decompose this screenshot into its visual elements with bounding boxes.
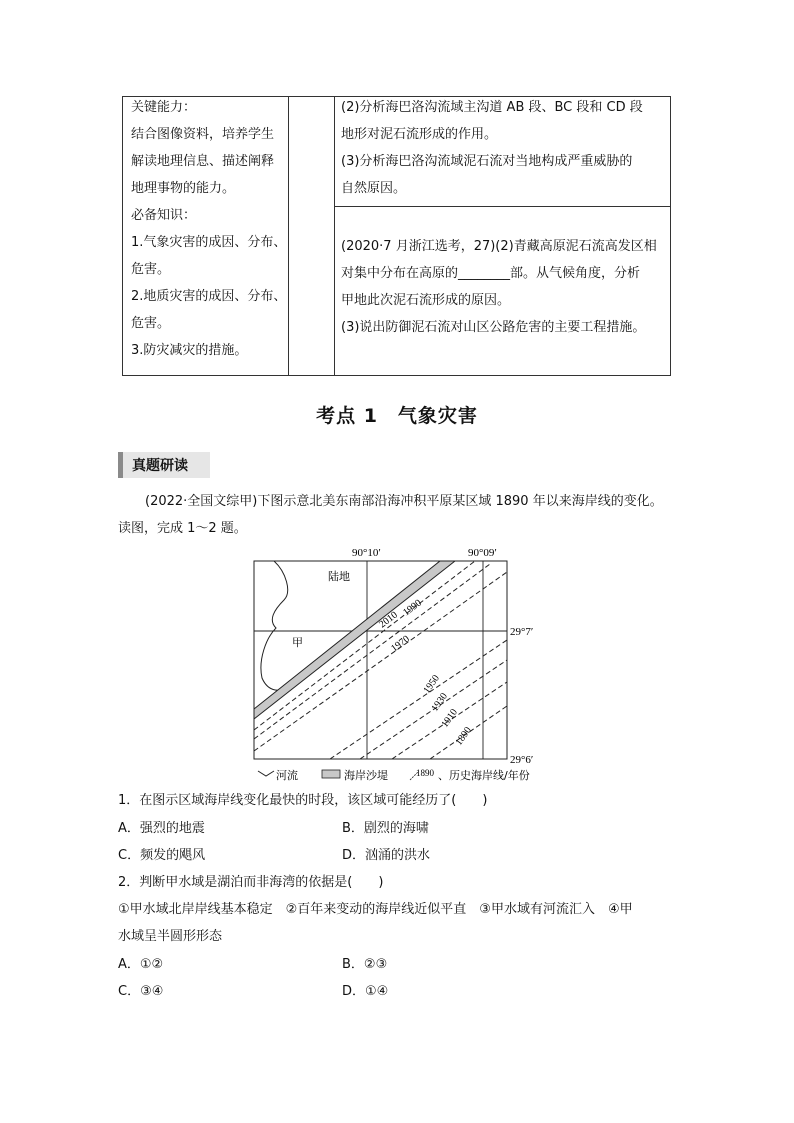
section-badge <box>118 452 210 478</box>
coastline-1970 <box>254 572 507 751</box>
question-1-stem: 1．在图示区域海岸线变化最快的时段，该区域可能经历了( ) <box>118 793 488 808</box>
cell-line: (3)分析海巴洛沟流域泥石流对当地构成严重威胁的 <box>341 154 633 169</box>
land-label: 陆地 <box>328 570 350 583</box>
year-label: 1910 <box>439 707 460 730</box>
legend-river: 河流 <box>276 769 298 782</box>
dike-swatch <box>322 770 340 778</box>
q1-option-a: A．强烈的地震 <box>118 821 205 836</box>
legend-year-sample: 1890 <box>416 768 434 778</box>
empty-cell <box>289 97 335 375</box>
objective-table <box>122 96 671 376</box>
q1-option-d: D．汹涌的洪水 <box>342 848 431 863</box>
river-icon <box>258 771 274 776</box>
badge-bar <box>118 452 123 478</box>
legend-coastline: 、历史海岸线/年份 <box>438 769 530 782</box>
cell-line: 自然原因。 <box>341 181 407 196</box>
exam-questions-cell <box>335 97 670 375</box>
cell-line: (3)说出防御泥石流对山区公路危害的主要工程措施。 <box>341 320 646 335</box>
cell-line: 对集中分布在高原的________部。从气候角度，分析 <box>341 266 641 281</box>
lon-label: 90°09′ <box>468 547 497 559</box>
cell-line: 必备知识： <box>131 208 197 223</box>
cell-line: 2.地质灾害的成因、分布、 <box>131 289 287 304</box>
year-label: 1930 <box>429 691 450 714</box>
cell-line: 关键能力： <box>131 100 197 115</box>
cell-line: 地形对泥石流形成的作用。 <box>341 127 498 142</box>
section-heading: 考点 1 气象灾害 <box>316 405 478 427</box>
intro-line: 读图，完成 1～2 题。 <box>118 521 247 536</box>
cell-line: 危害。 <box>131 316 171 331</box>
q2-option-a: A．①② <box>118 957 164 972</box>
ability-knowledge-cell <box>123 97 289 375</box>
cell-line: 结合图像资料，培养学生 <box>131 127 275 142</box>
year-label: 1890 <box>453 725 474 748</box>
cell-line: 地理事物的能力。 <box>131 181 236 196</box>
q2-statements: 水域呈半圆形形态 <box>118 929 223 944</box>
cell-line: 1.气象灾害的成因、分布、 <box>131 235 287 250</box>
cell-line: (2020·7 月浙江选考，27)(2)青藏高原泥石流高发区相 <box>341 239 657 254</box>
year-label: 1950 <box>421 673 442 696</box>
lat-label: 29°6′ <box>510 754 534 766</box>
lake-outline <box>261 561 440 690</box>
q2-statements: ①甲水域北岸岸线基本稳定 ②百年来变动的海岸线近似平直 ③甲水域有河流汇入 ④甲 <box>118 902 633 917</box>
legend-dike: 海岸沙堤 <box>344 769 388 782</box>
cell-line: (2)分析海巴洛沟流域主沟道 AB 段、BC 段和 CD 段 <box>341 100 643 115</box>
q2-option-d: D．①④ <box>342 984 389 999</box>
lon-label: 90°10′ <box>352 547 381 559</box>
q1-option-c: C．频发的飓风 <box>118 848 206 863</box>
lat-label: 29°7′ <box>510 626 534 638</box>
q2-option-c: C．③④ <box>118 984 164 999</box>
cell-line: 甲地此次泥石流形成的原因。 <box>341 293 511 308</box>
badge-label: 真题研读 <box>132 458 188 474</box>
year-label: 1970 <box>389 633 412 655</box>
cell-line: 危害。 <box>131 262 171 277</box>
q1-option-b: B．剧烈的海啸 <box>342 821 429 836</box>
question-2-stem: 2．判断甲水域是湖泊而非海湾的依据是( ) <box>118 875 384 890</box>
year-label: 2010 <box>377 609 400 631</box>
intro-line: (2022·全国文综甲)下图示意北美东南部沿海冲积平原某区域 1890 年以来海岸线的变化。 <box>145 494 663 509</box>
cell-divider <box>335 206 670 207</box>
q2-option-b: B．②③ <box>342 957 388 972</box>
water-label: 甲 <box>292 636 303 649</box>
cell-line: 3.防灾减灾的措施。 <box>131 343 248 358</box>
year-label: 1990 <box>401 597 424 619</box>
coastline-map <box>240 542 550 782</box>
cell-line: 解读地理信息、描述阐释 <box>131 154 275 169</box>
